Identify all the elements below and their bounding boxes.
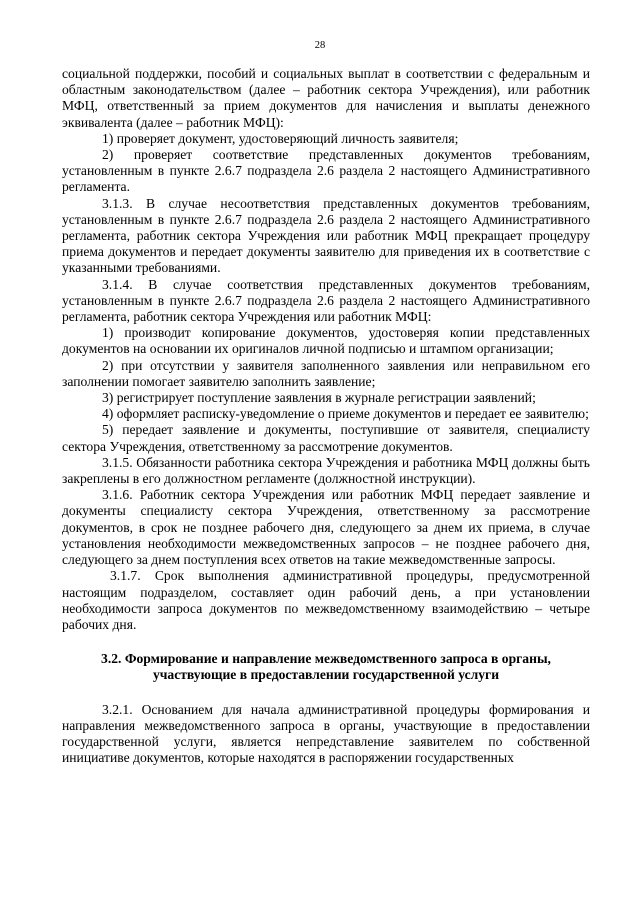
paragraph: 3.1.5. Обязанности работника сектора Учреждения и работника МФЦ должны быть закреплены в его должностном регламенте (должностной инструкции). xyxy=(62,454,590,487)
paragraph: 5) передает заявление и документы, поступившие от заявителя, специалисту сектора Учреждения, ответственному за рассмотрение документов. xyxy=(62,422,590,454)
paragraph: 3.1.3. В случае несоответствия представленных документов требованиям, установленным в пункте 2.6.7 подраздела 2.6 раздела 2 настоящего Административного регламента, работник сектора Учреждения или работник МФЦ прекращает процедуру приема документов и передает документы заявителю для приведения их в соответствие с указанными требованиями. xyxy=(62,195,590,276)
paragraph: 4) оформляет расписку-уведомление о приеме документов и передает ее заявителю; xyxy=(102,406,589,422)
paragraph: 1) проверяет документ, удостоверяющий личность заявителя; xyxy=(102,130,459,146)
paragraph: 2) при отсутствии у заявителя заполненного заявления или неправильном его заполнении помогает заявителю заполнить заявление; xyxy=(62,357,590,389)
paragraph: 3.1.6. Работник сектора Учреждения или работник МФЦ передает заявление и документы специалисту сектора Учреждения, ответственному за рассмотрение документов, в срок не позднее рабочего дня, следующего за днем их приема, в случае установления необходимости межведомственных запросов – не позднее рабочего дня, следующего за днем поступления всех ответов на такие межведомственные запросы. xyxy=(62,487,590,568)
paragraph: 3) регистрирует поступление заявления в журнале регистрации заявлений; xyxy=(102,390,536,406)
section-heading-line: участвующие в предоставлении государственной услуги xyxy=(152,667,500,683)
paragraph: социальной поддержки, пособий и социальных выплат в соответствии с федеральным и областным законодательством (далее – работник сектора Учреждения), или работник МФЦ, ответственный за прием документов для начисления и выплаты денежного эквивалента (далее – работник МФЦ): xyxy=(62,66,590,130)
section-heading xyxy=(62,651,590,683)
paragraph: 3.2.1. Основанием для начала административной процедуры формирования и направления межведомственного запроса в органы, участвующие в предоставлении государственной услуги, является непредставление заявителем по собственной инициативе документов, которые находятся в распоряжении государственных xyxy=(62,701,590,766)
paragraph: 3.1.7. Срок выполнения административной процедуры, предусмотренной настоящим подразделом, составляет один рабочий день, а при установлении необходимости запроса документов по межведомственному взаимодействию – четыре рабочих дня. xyxy=(62,568,590,632)
section-heading-line: 3.2. Формирование и направление межведомственного запроса в органы, xyxy=(101,651,551,667)
paragraph: 2) проверяет соответствие представленных документов требованиям, установленным в пункте 2.6.7 подраздела 2.6 раздела 2 настоящего Административного регламента. xyxy=(62,147,590,195)
page-number: 28 xyxy=(314,40,326,51)
paragraph: 1) производит копирование документов, удостоверяя копии представленных документов на основании их оригиналов личной подписью и штампом организации; xyxy=(62,325,590,357)
paragraph: 3.1.4. В случае соответствия представленных документов требованиям, установленным в пункте 2.6.7 подраздела 2.6 раздела 2 настоящего Административного регламента, работник сектора Учреждения или работник МФЦ: xyxy=(62,276,590,325)
document-body xyxy=(62,66,590,766)
